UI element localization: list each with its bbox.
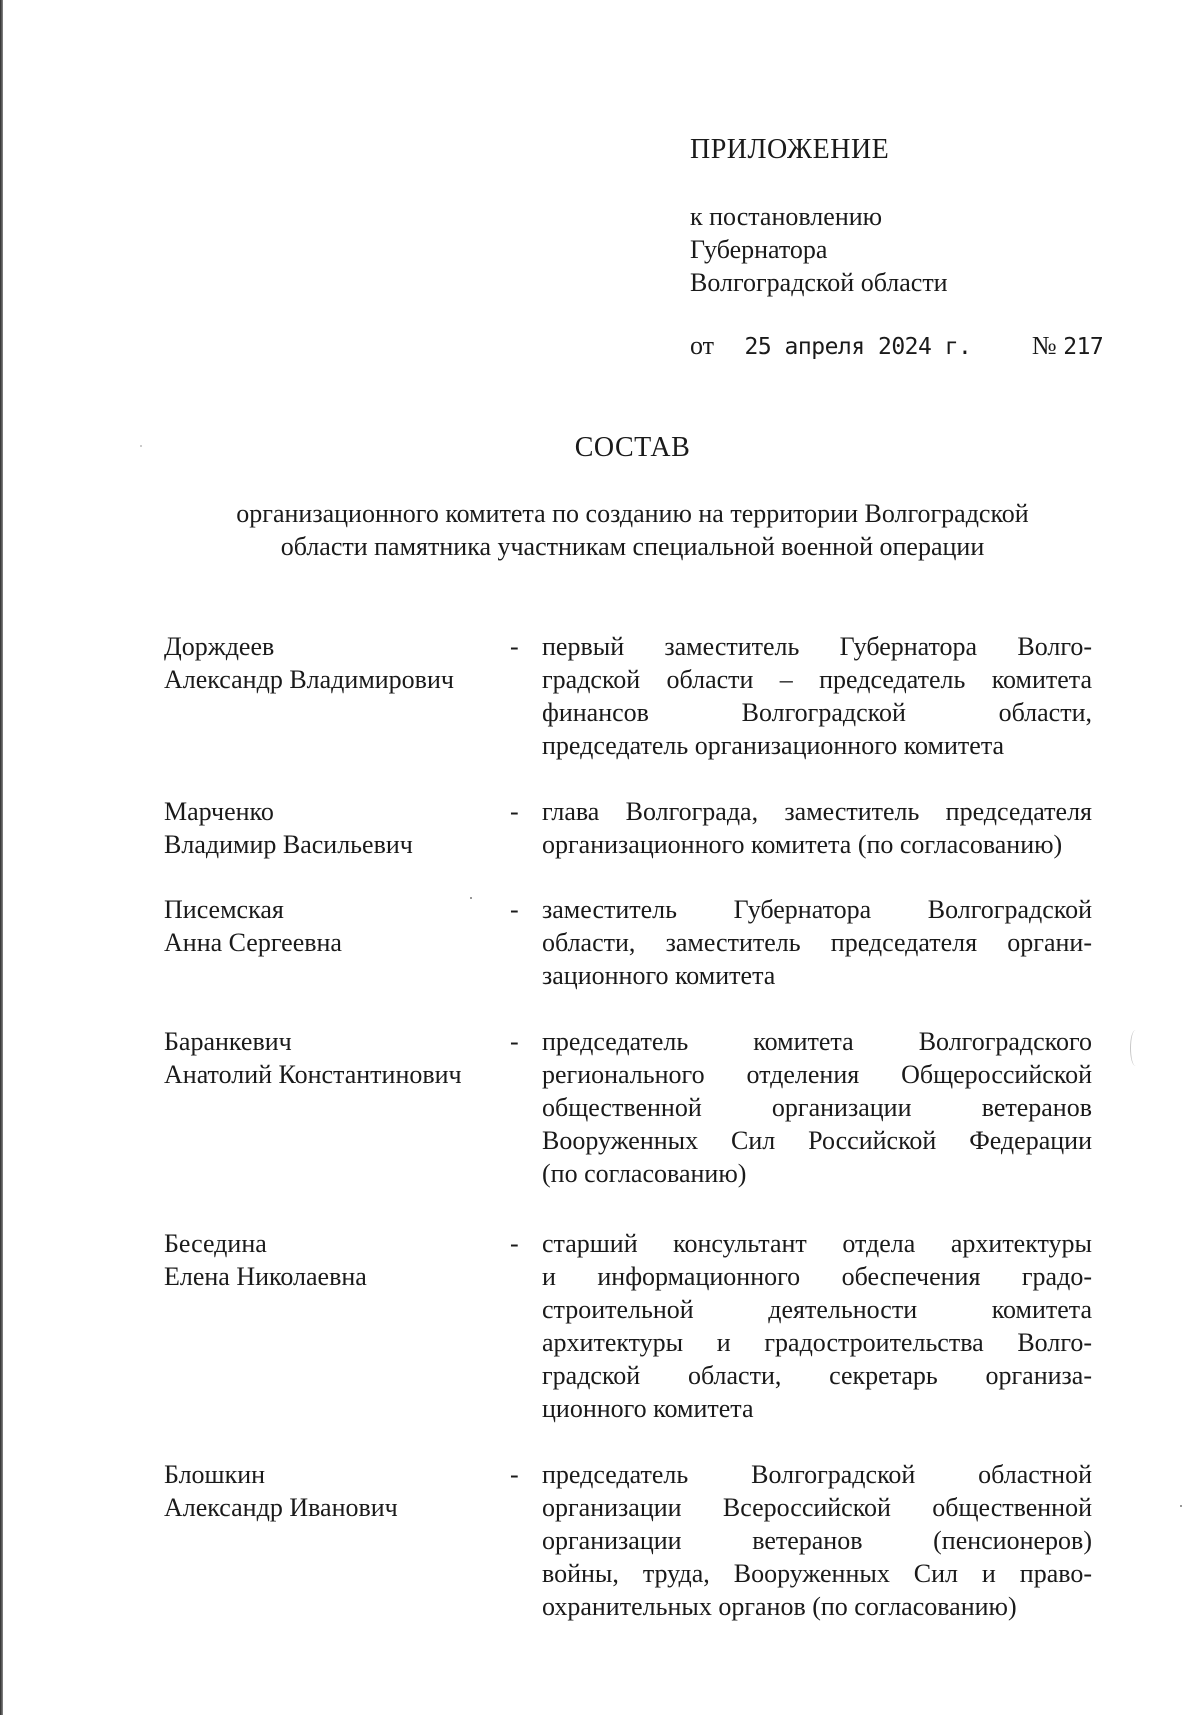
member-role <box>542 630 1092 762</box>
member-dash: - <box>510 1229 519 1258</box>
decree-line: к постановлению <box>690 202 883 231</box>
member-name <box>164 630 504 696</box>
decree-number: 217 <box>1063 334 1104 360</box>
role-line: ционного комитета <box>542 1394 754 1423</box>
decree-line: Волгоградской области <box>690 268 948 297</box>
role-line: зационного комитета <box>542 961 776 990</box>
date-prefix: от <box>690 331 715 360</box>
role-line: старший консультант отдела архитектуры <box>542 1229 1092 1258</box>
member-given-names: Елена Николаевна <box>164 1262 367 1291</box>
subtitle-line: организационного комитета по созданию на территории Волгоградской <box>236 499 1029 528</box>
scan-edge <box>0 0 3 1715</box>
role-line: председатель организационного комитета <box>542 731 1005 760</box>
role-line: глава Волгограда, заместитель председателя <box>542 797 1092 826</box>
member-given-names: Александр Иванович <box>164 1493 398 1522</box>
member-name <box>164 1227 504 1293</box>
role-line: заместитель Губернатора Волгоградской <box>542 895 1092 924</box>
member-dash: - <box>510 1460 519 1489</box>
scan-speck <box>1180 1505 1182 1507</box>
document-title: СОСТАВ <box>574 432 691 463</box>
document-subtitle <box>190 497 1075 563</box>
role-line: области, заместитель председателя органи- <box>542 928 1092 957</box>
member-given-names: Анатолий Константинович <box>164 1060 462 1089</box>
role-line: председатель Волгоградской областной <box>542 1460 1092 1489</box>
member-name <box>164 1025 504 1091</box>
role-line: войны, труда, Вооруженных Сил и право- <box>542 1559 1092 1588</box>
member-name <box>164 795 504 861</box>
role-line: организационного комитета (по согласованию) <box>542 830 1063 859</box>
member-surname: Блошкин <box>164 1460 266 1489</box>
member-dash: - <box>510 632 519 661</box>
role-line: градской области, секретарь организа- <box>542 1361 1092 1390</box>
scan-artifact <box>1130 1030 1141 1066</box>
member-dash: - <box>510 797 519 826</box>
member-given-names: Александр Владимирович <box>164 665 454 694</box>
member-surname: Писемская <box>164 895 284 924</box>
role-line: строительной деятельности комитета <box>542 1295 1092 1324</box>
decree-date: 25 апреля 2024 г. <box>744 334 972 360</box>
role-line: градской области – председатель комитета <box>542 665 1092 694</box>
number-label: № <box>1031 331 1057 360</box>
role-line: общественной организации ветеранов <box>542 1093 1092 1122</box>
role-line: организации Всероссийской общественной <box>542 1493 1092 1522</box>
role-line: архитектуры и градостроительства Волго- <box>542 1328 1092 1357</box>
subtitle-line: области памятника участникам специальной военной операции <box>280 532 985 561</box>
member-role <box>542 893 1092 992</box>
member-surname: Марченко <box>164 797 274 826</box>
role-line: первый заместитель Губернатора Волго- <box>542 632 1092 661</box>
decree-reference <box>690 200 948 299</box>
member-role <box>542 1458 1092 1623</box>
member-surname: Баранкевич <box>164 1027 292 1056</box>
member-surname: Дорждеев <box>164 632 275 661</box>
member-role <box>542 1227 1092 1425</box>
member-role <box>542 795 1092 861</box>
role-line: финансов Волгоградской области, <box>542 698 1092 727</box>
role-line: и информационного обеспечения градо- <box>542 1262 1092 1291</box>
member-given-names: Владимир Васильевич <box>164 830 413 859</box>
member-surname: Беседина <box>164 1229 267 1258</box>
member-name <box>164 893 504 959</box>
decree-line: Губернатора <box>690 235 828 264</box>
member-role <box>542 1025 1092 1190</box>
decree-date-line <box>690 331 1103 361</box>
appendix-title: ПРИЛОЖЕНИЕ <box>690 134 890 165</box>
member-given-names: Анна Сергеевна <box>164 928 342 957</box>
role-line: охранительных органов (по согласованию) <box>542 1592 1017 1621</box>
role-line: председатель комитета Волгоградского <box>542 1027 1092 1056</box>
member-name <box>164 1458 504 1524</box>
role-line: организации ветеранов (пенсионеров) <box>542 1526 1092 1555</box>
role-line: (по согласованию) <box>542 1159 747 1188</box>
role-line: регионального отделения Общероссийской <box>542 1060 1092 1089</box>
member-dash: - <box>510 895 519 924</box>
member-dash: - <box>510 1027 519 1056</box>
role-line: Вооруженных Сил Российской Федерации <box>542 1126 1092 1155</box>
